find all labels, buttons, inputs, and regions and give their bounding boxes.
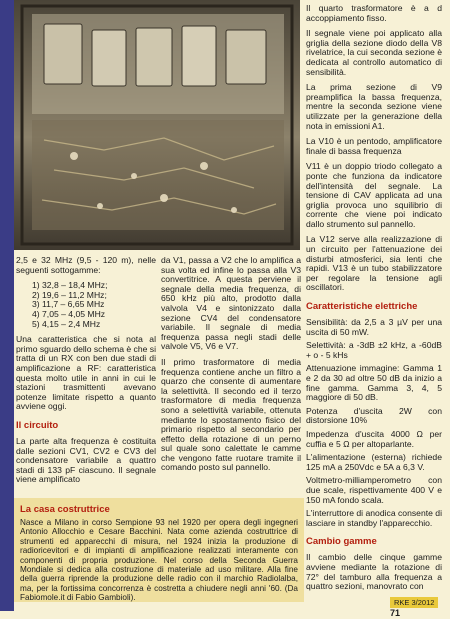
- circuito-paragraph: La parte alta frequenza è costituita dalle sezioni CV1, CV2 e CV3 del condensatore variabile a quattro stadi di 133 pF ciascuno. Il segnale viene amplificato: [16, 435, 156, 485]
- band-item: 4) 7,05 – 4,05 MHz: [32, 308, 106, 319]
- intro-paragraph: 2,5 e 32 MHz (9,5 - 120 m), nelle seguenti sottogamme:: [16, 255, 156, 275]
- spec-item: Impedenza d'uscita 4000 Ω per cuffia e 5 Ω per altoparlante.: [306, 428, 442, 449]
- heading-circuito: Il circuito: [16, 419, 59, 431]
- heading-caratteristiche: Caratteristiche elettriche: [306, 301, 418, 313]
- right-paragraph-2: Il segnale viene poi applicato alla griglia della sezione diodo della V8 rivelatrice, la cui seconda sezione è dedicata al controllo automatico di sensibilità.: [306, 28, 442, 77]
- manufacturer-box: [14, 498, 304, 602]
- mid-paragraph-1: da V1, passa a V2 che lo amplifica a sua volta ed infine lo passa alla V3 convertitrice. A questa perviene il segnale della media frequenza, di 650 kHz più alto, prodotto dalla valvola V4 e sintonizzato dalla sezione CV4 del condensatore variabile. Il segnale di media frequenza passa negli stadi delle valvole V5, V6 e V7.: [161, 255, 301, 352]
- right-paragraph-6: La V12 serve alla realizzazione di un circuito per l'attenuazione dei disturbi atmosferici, sia lenti che rapidi. V13 è un tubo stabilizzatore per regolare la tensione agli oscillatori.: [306, 234, 442, 293]
- right-paragraph-4: La V10 è un pentodo, amplificatore finale di bassa frequenza: [306, 136, 442, 156]
- band-item: 1) 32,8 – 18,4 MHz;: [32, 280, 108, 291]
- right-paragraph-1: Il quarto trasformatore è a d accoppiamento fisso.: [306, 3, 442, 23]
- page-number: 71: [390, 608, 401, 618]
- spec-item: Attenuazione immagine: Gamma 1 e 2 da 30 ad oltre 50 dB da inizio a fine gamma. Gamma 3, 4, 5 maggiore di 50 dB.: [306, 363, 442, 403]
- column-right: [306, 4, 442, 598]
- page-footer: [390, 597, 450, 618]
- box-text: Nasce a Milano in corso Sempione 93 nel 1920 per opera degli ingegneri Antonio Allocchio e Cesare Bacchini. Nata come azienda costruttrice di strumenti ed apparecchi di misura, nel 1924 inizia la produzione di radioricevitori e di impianti di amplificazione realizzati interamente con componenti di propria produzione. Nel corso della Seconda Guerra Mondiale si dedica alla costruzione di materiale ad uso militare. Alla fine della guerra riprende la produzione delle radio con il marchio Radiolalba, ma, per la fortissima concorrenza è costretta a chiudere negli anni '60. (Da Fabiomole.it di Fabio Gambioli).: [20, 518, 298, 603]
- right-paragraph-3: La prima sezione di V9 preamplifica la bassa frequenza, mentre la seconda sezione viene utilizzate per la generazione della nota in emissioni A1.: [306, 82, 442, 131]
- band-list: [16, 281, 156, 329]
- receiver-chassis-photo: [14, 0, 300, 250]
- column-left: [16, 256, 156, 491]
- spec-item: Selettività: a -3dB ±2 kHz, a -60dB + o - 5 kHs: [306, 340, 442, 360]
- page-edge-stripe: [0, 0, 14, 611]
- right-paragraph-5: V11 è un doppio triodo collegato a ponte che funziona da indicatore dell'intensità del segnale. La tensione di CAV applicata ad una griglia provoca uno squilibrio di corrente che viene poi indicato dallo strumento sul pannello.: [306, 161, 442, 229]
- mid-paragraph-2: Il primo trasformatore di media frequenza contiene anche un filtro a quarzo che consente di aumentare la selettività. Il secondo ed il terzo trasformatore di media frequenza sono a selettività variabile, ottenuta mediante lo spostamento fisico del primario rispetto al secondario per effetto della rotazione di un perno sul quale sono calettate le camme che vengono fatte ruotare tramite il comando posto sul pannello.: [161, 356, 301, 473]
- gamme-paragraph: Il cambio delle cinque gamme avviene mediante la rotazione di 72° del tamburo alla frequenza a quattro sezioni, manovrato con: [306, 552, 442, 592]
- spec-item: Potenza d'uscita 2W con distorsione 10%: [306, 405, 442, 426]
- heading-cambio-gamme: Cambio gamme: [306, 536, 377, 548]
- spec-item: L'alimentazione (esterna) richiede 125 mA a 250Vdc e 5A a 6,3 V.: [306, 452, 442, 472]
- magazine-issue: RKE 3/2012: [390, 597, 438, 608]
- spec-item: L'interruttore di anodica consente di lasciare in standby l'apparecchio.: [306, 508, 442, 528]
- spec-list: [306, 318, 442, 528]
- spec-item: Voltmetro-milliamperometro con due scale, rispettivamente 400 V e 150 mA fondo scala.: [306, 475, 442, 505]
- band-item: 3) 11,7 – 6,65 MHz: [32, 299, 105, 310]
- spec-item: Sensibilità: da 2,5 a 3 µV per una uscita di 50 mW.: [306, 317, 442, 337]
- band-item: 2) 19,6 – 11,2 MHz;: [32, 289, 107, 300]
- column-middle: [161, 256, 301, 479]
- band-item: 5) 4,15 – 2,4 MHz: [32, 318, 101, 329]
- box-heading: La casa costruttrice: [20, 504, 110, 515]
- characteristic-paragraph: Una caratteristica che si nota al primo sguardo dello schema è che si tratta di un RX con ben due stadi di amplificazione a RF: caratteristica questa molto utile in anni in cui le stazioni trasmittenti avevano potenze limitate rispetto a quanto avviene oggi.: [16, 334, 156, 412]
